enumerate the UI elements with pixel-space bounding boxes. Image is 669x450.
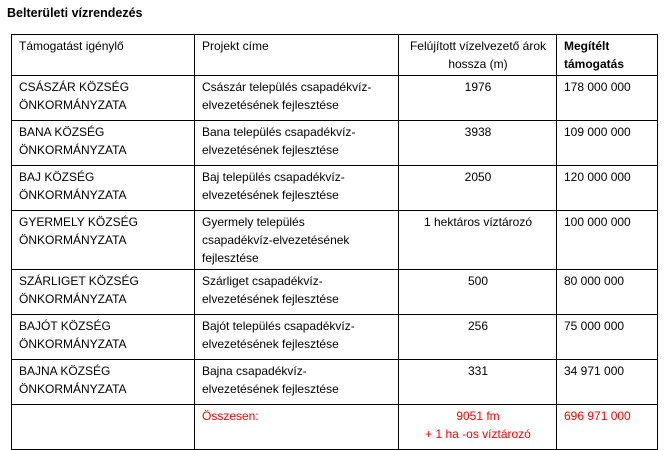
- grant-table: [11, 34, 658, 450]
- header-project: Projekt címe: [195, 35, 399, 76]
- table-row: [12, 315, 658, 360]
- grant-cell: 75 000 000: [557, 315, 658, 360]
- applicant-cell: BAJÓT KÖZSÉG ÖNKORMÁNYZATA: [12, 315, 195, 360]
- header-length: Felújított vízelvezető árok hossza (m): [399, 35, 557, 76]
- total-label: Összesen:: [195, 405, 399, 450]
- total-empty-cell: [12, 405, 195, 450]
- length-cell: 331: [399, 360, 557, 405]
- project-cell: Császár település csapadékvíz- elvezetésének fejlesztése: [195, 76, 399, 121]
- applicant-cell: BANA KÖZSÉG ÖNKORMÁNYZATA: [12, 121, 195, 166]
- table-row: [12, 121, 658, 166]
- applicant-cell: BAJNA KÖZSÉG ÖNKORMÁNYZATA: [12, 360, 195, 405]
- table-row: [12, 270, 658, 315]
- length-cell: 1 hektáros víztározó: [399, 211, 557, 270]
- table-row: [12, 166, 658, 211]
- length-cell: 2050: [399, 166, 557, 211]
- header-applicant: Támogatást igénylő: [12, 35, 195, 76]
- applicant-cell: GYERMELY KÖZSÉG ÖNKORMÁNYZATA: [12, 211, 195, 270]
- project-cell: Gyermely település csapadékvíz-elvezetésének fejlesztése: [195, 211, 399, 270]
- table-row: [12, 360, 658, 405]
- table-row: [12, 76, 658, 121]
- length-cell: 1976: [399, 76, 557, 121]
- table-row: [12, 211, 658, 270]
- applicant-cell: BAJ KÖZSÉG ÖNKORMÁNYZATA: [12, 166, 195, 211]
- page-title: Belterületi vízrendezés: [7, 6, 143, 20]
- total-row: [12, 405, 658, 450]
- grant-cell: 80 000 000: [557, 270, 658, 315]
- length-cell: 500: [399, 270, 557, 315]
- grant-cell: 100 000 000: [557, 211, 658, 270]
- grant-cell: 109 000 000: [557, 121, 658, 166]
- project-cell: Baj település csapadékvíz- elvezetésének fejlesztése: [195, 166, 399, 211]
- total-grant: 696 971 000: [557, 405, 658, 450]
- grant-cell: 120 000 000: [557, 166, 658, 211]
- total-length-line1: 9051 fm: [456, 409, 500, 423]
- grant-cell: 178 000 000: [557, 76, 658, 121]
- length-cell: 3938: [399, 121, 557, 166]
- applicant-cell: SZÁRLIGET KÖZSÉG ÖNKORMÁNYZATA: [12, 270, 195, 315]
- length-cell: 256: [399, 315, 557, 360]
- project-cell: Bana település csapadékvíz- elvezetésének fejlesztése: [195, 121, 399, 166]
- total-length-cell: [399, 405, 557, 450]
- project-cell: Bajót település csapadékvíz- elvezetésének fejlesztése: [195, 315, 399, 360]
- table-header-row: [12, 35, 658, 76]
- applicant-cell: CSÁSZÁR KÖZSÉG ÖNKORMÁNYZATA: [12, 76, 195, 121]
- project-cell: Bajna csapadékvíz- elvezetésének fejlesztése: [195, 360, 399, 405]
- grant-cell: 34 971 000: [557, 360, 658, 405]
- total-length-line2: + 1 ha -os víztározó: [425, 427, 531, 441]
- header-grant: Megítélt támogatás: [557, 35, 658, 76]
- project-cell: Szárliget csapadékvíz- elvezetésének fejlesztése: [195, 270, 399, 315]
